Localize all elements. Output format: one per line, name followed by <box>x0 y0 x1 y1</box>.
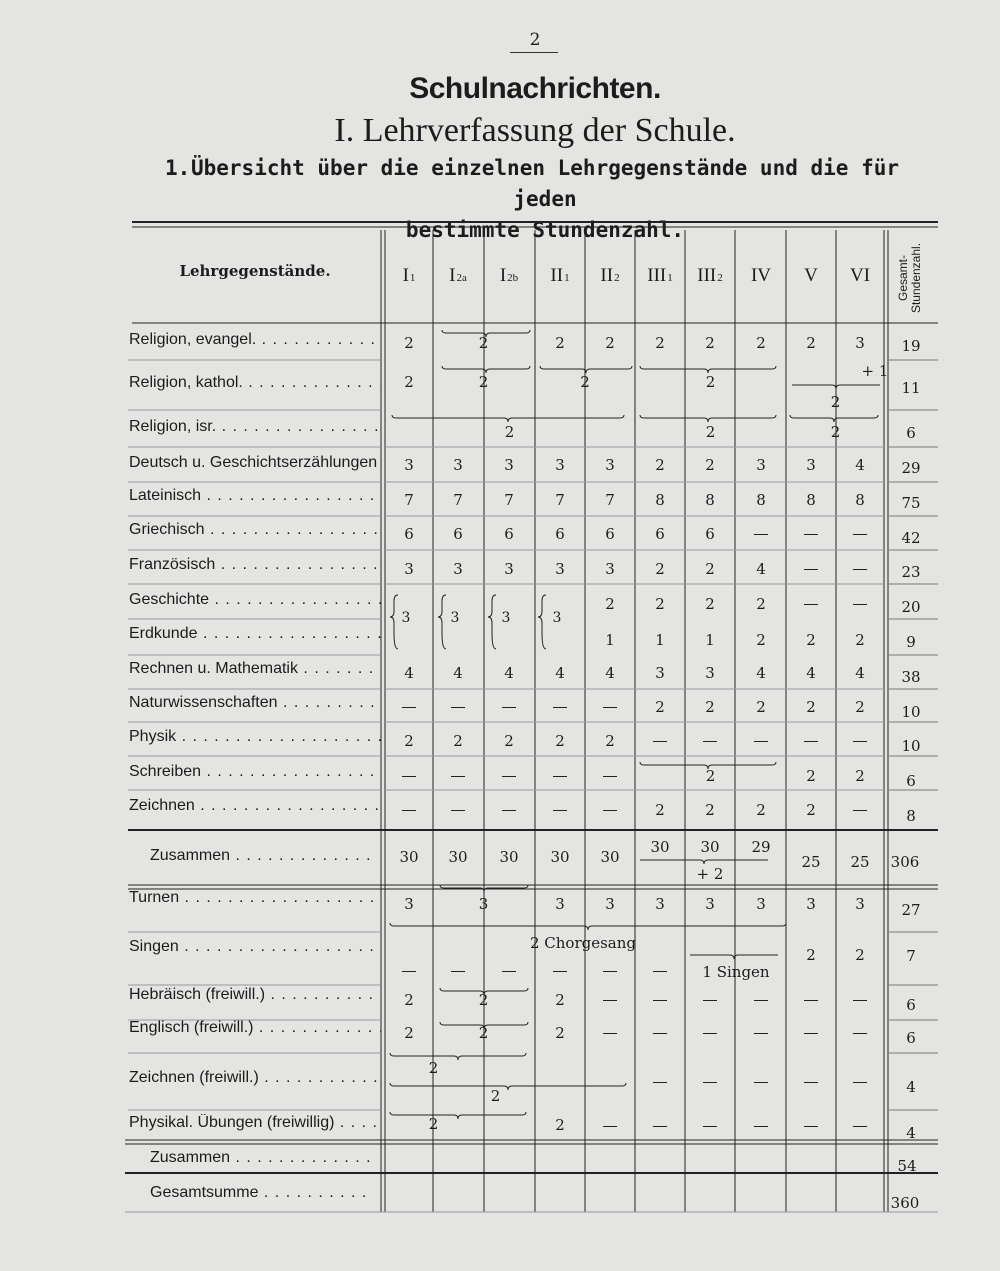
empty-dash <box>853 569 867 570</box>
table-cell: 7 <box>404 491 414 509</box>
table-cell: 2 <box>806 801 816 819</box>
table-cell: 2 <box>806 631 816 649</box>
table-cell: 3 <box>855 895 865 913</box>
table-cell: 6 <box>453 525 463 543</box>
table-cell: 2 <box>478 1024 489 1042</box>
empty-dash <box>451 810 465 811</box>
total-cell: 30 <box>600 848 620 866</box>
empty-dash <box>754 741 768 742</box>
empty-dash <box>853 741 867 742</box>
subsection-number: 1. <box>165 156 191 180</box>
table-cell: 3 <box>555 560 565 578</box>
subsection-line1: Übersicht über die einzelnen Lehrgegenstände und die für jeden <box>190 156 899 211</box>
empty-dash <box>754 1033 768 1034</box>
table-cell: 3 <box>453 456 463 474</box>
table-cell: 2 <box>705 767 716 785</box>
empty-dash <box>853 604 867 605</box>
empty-dash <box>853 810 867 811</box>
section-title: I. Lehrverfassung der Schule. <box>334 112 736 149</box>
total-header <box>897 243 923 313</box>
total-cell: 30 <box>650 838 670 856</box>
table-cell: 7 <box>504 491 514 509</box>
column-header: V <box>804 265 818 286</box>
table-cell: 2 <box>705 334 715 352</box>
table-cell: 3 <box>605 560 615 578</box>
table-cell: 3 <box>478 895 489 913</box>
empty-dash <box>402 776 416 777</box>
table-cell: 2 <box>705 560 715 578</box>
row-label-deutsch: Deutsch u. Geschichtserzählungen <box>129 454 378 471</box>
empty-dash <box>804 741 818 742</box>
table-cell: 2 <box>555 732 565 750</box>
table-cell: 6 <box>605 525 615 543</box>
total-cell: 25 <box>850 853 870 871</box>
table-cell: 2 <box>830 423 841 441</box>
empty-dash <box>703 1033 717 1034</box>
table-cell: 2 <box>555 1116 565 1134</box>
table-cell: 3 <box>806 456 816 474</box>
row-label-physik: Physik . . . <box>129 728 381 746</box>
table-cell: 2 <box>655 334 665 352</box>
row-total: 4 <box>906 1078 916 1096</box>
total-cell: 30 <box>700 838 720 856</box>
heading: Schulnachrichten. <box>409 72 661 105</box>
empty-dash <box>653 1033 667 1034</box>
row-label-religion-isr: Religion, isr. . . . <box>129 418 381 436</box>
row-label-zusammen-2: Zusammen . . . <box>150 1149 370 1167</box>
empty-dash <box>804 1000 818 1001</box>
table-cell: + 2 <box>696 865 724 883</box>
table-cell: 8 <box>806 491 816 509</box>
empty-dash <box>754 1126 768 1127</box>
column-header: I2b <box>499 265 519 286</box>
row-total: 8 <box>906 807 916 825</box>
table-cell: 2 <box>806 767 816 785</box>
table-cell: 2 <box>478 373 489 391</box>
row-total: 27 <box>901 901 921 919</box>
row-total: 38 <box>901 668 921 686</box>
row-label-naturwissenschaften: Naturwissenschaften . . . <box>129 694 381 712</box>
table-cell: 3 <box>453 560 463 578</box>
table-cell: 3 <box>504 560 514 578</box>
table-cell: 4 <box>504 664 514 682</box>
table-cell: 3 <box>655 664 665 682</box>
chorgesang-note: 2 Chorgesang <box>529 934 637 952</box>
table-cell: 3 <box>555 456 565 474</box>
table-cell: 2 <box>756 631 766 649</box>
table-cell: 8 <box>756 491 766 509</box>
column-header: III1 <box>647 265 673 286</box>
table-cell: 1 <box>705 631 715 649</box>
table-cell: 2 <box>705 456 715 474</box>
table-cell: 7 <box>555 491 565 509</box>
row-label-zeichnen-freiwill: Zeichnen (freiwill.) . . . <box>129 1069 381 1087</box>
row-label-rechnen: Rechnen u. Mathematik . . . <box>129 660 381 678</box>
empty-dash <box>804 604 818 605</box>
row-label-schreiben: Schreiben . . . <box>129 763 381 781</box>
table-cell: 2 <box>655 560 665 578</box>
empty-dash <box>853 1033 867 1034</box>
table-cell: 3 <box>705 664 715 682</box>
empty-dash <box>703 741 717 742</box>
table-cell: 2 <box>504 732 514 750</box>
table-cell: 3 <box>756 895 766 913</box>
table-cell: 4 <box>404 664 414 682</box>
table-cell: 2 <box>605 732 615 750</box>
table-cell: 3 <box>555 895 565 913</box>
row-total: 9 <box>906 633 916 651</box>
empty-dash <box>402 707 416 708</box>
empty-dash <box>553 707 567 708</box>
empty-dash <box>603 810 617 811</box>
table-cell: 8 <box>855 491 865 509</box>
empty-dash <box>703 1082 717 1083</box>
table-cell: 4 <box>806 664 816 682</box>
empty-dash <box>804 569 818 570</box>
table-cell: 2 <box>605 595 615 613</box>
table-cell: 2 <box>855 631 865 649</box>
table-cell: 6 <box>705 525 715 543</box>
table-cell: 6 <box>655 525 665 543</box>
table-cell: 6 <box>404 525 414 543</box>
table-cell: + 1 <box>861 362 889 380</box>
table-cell: 2 <box>756 334 766 352</box>
empty-dash <box>703 1126 717 1127</box>
empty-dash <box>754 1000 768 1001</box>
empty-dash <box>804 1033 818 1034</box>
column-header: III2 <box>697 265 723 286</box>
row-total: 10 <box>901 703 921 721</box>
empty-dash <box>402 810 416 811</box>
empty-dash <box>502 707 516 708</box>
table-cell: 3 <box>756 456 766 474</box>
table-cell: 3 <box>401 610 411 626</box>
row-label-lateinisch: Lateinisch . . . <box>129 487 381 505</box>
empty-dash <box>653 741 667 742</box>
row-total: 360 <box>890 1194 920 1212</box>
table-cell: 7 <box>605 491 615 509</box>
empty-dash <box>553 810 567 811</box>
column-header: II2 <box>600 265 620 286</box>
empty-dash <box>603 1033 617 1034</box>
table-cell: 4 <box>855 664 865 682</box>
empty-dash <box>853 534 867 535</box>
row-label-turnen: Turnen . . . <box>129 889 381 907</box>
total-cell: 30 <box>550 848 570 866</box>
table-cell: 2 <box>756 801 766 819</box>
table-cell: 2 <box>705 595 715 613</box>
table-cell: 2 <box>605 334 615 352</box>
row-label-zusammen: Zusammen . . . <box>150 847 370 865</box>
table-cell: 8 <box>705 491 715 509</box>
table-cell: 3 <box>655 895 665 913</box>
empty-dash <box>703 1000 717 1001</box>
table-cell: 1 <box>655 631 665 649</box>
table-cell: 2 <box>806 698 816 716</box>
column-header: I2a <box>449 265 467 286</box>
table-cell: 6 <box>555 525 565 543</box>
empty-dash <box>603 1126 617 1127</box>
row-label-griechisch: Griechisch . . . <box>129 521 381 539</box>
empty-dash <box>853 1082 867 1083</box>
empty-dash <box>502 810 516 811</box>
table-cell: 2 <box>404 373 414 391</box>
table-cell: 2 <box>806 334 816 352</box>
table-cell: 2 <box>756 698 766 716</box>
empty-dash <box>853 1000 867 1001</box>
table-cell: 2 <box>555 1024 565 1042</box>
total-cell: 30 <box>499 848 519 866</box>
table-cell: 7 <box>453 491 463 509</box>
row-total: 6 <box>906 424 916 442</box>
column-header: I1 <box>402 265 416 286</box>
empty-dash <box>502 971 516 972</box>
table-cell: 2 <box>580 373 590 391</box>
row-total: 19 <box>901 337 921 355</box>
table-cell: 2 <box>404 991 414 1009</box>
total-cell: 29 <box>751 838 771 856</box>
total-header-line1: Gesamt- <box>896 255 910 302</box>
table-cell: 2 <box>404 1024 414 1042</box>
singen-note: 1 Singen <box>702 963 770 981</box>
table-cell: 3 <box>855 334 865 352</box>
table-cell: 2 <box>705 801 715 819</box>
table-cell: 2 <box>655 801 665 819</box>
row-total: 42 <box>901 529 921 547</box>
table-cell: 2 <box>705 373 716 391</box>
row-label-gesamtsumme: Gesamtsumme . . . <box>150 1184 370 1202</box>
table-cell: 4 <box>605 664 615 682</box>
table-cell: 2 <box>830 393 841 411</box>
row-total: 75 <box>901 494 921 512</box>
table-cell: 3 <box>404 560 414 578</box>
table-cell: 4 <box>453 664 463 682</box>
table-cell: 2 <box>555 334 565 352</box>
total-cell: 30 <box>399 848 419 866</box>
table-cell: 3 <box>806 895 816 913</box>
empty-dash <box>754 1082 768 1083</box>
table-cell: 2 <box>855 946 865 964</box>
table-cell: 2 <box>655 456 665 474</box>
row-total: 54 <box>897 1157 917 1175</box>
row-total: 306 <box>890 853 920 871</box>
table-cell: 3 <box>552 610 562 626</box>
table-cell: 2 <box>428 1115 439 1133</box>
table-cell: 3 <box>705 895 715 913</box>
empty-dash <box>804 1082 818 1083</box>
empty-dash <box>603 971 617 972</box>
empty-dash <box>653 1082 667 1083</box>
total-header-line2: Stundenzahl. <box>909 242 923 314</box>
table-cell: 3 <box>501 610 511 626</box>
row-total: 7 <box>906 947 916 965</box>
empty-dash <box>603 1000 617 1001</box>
empty-dash <box>451 971 465 972</box>
row-total: 11 <box>901 379 921 397</box>
table-cell: 4 <box>756 664 766 682</box>
column-header: II1 <box>550 265 570 286</box>
table-cell: 6 <box>504 525 514 543</box>
table-cell: 2 <box>404 732 414 750</box>
row-label-hebraeisch: Hebräisch (freiwill.) . . . <box>129 986 381 1004</box>
row-label-franzoesisch: Französisch . . . <box>129 556 381 574</box>
table-cell: 2 <box>555 991 565 1009</box>
row-total: 4 <box>906 1124 916 1142</box>
table-cell: 3 <box>450 610 460 626</box>
row-label-zeichnen: Zeichnen . . . <box>129 797 381 815</box>
page-number: 2 <box>529 30 541 50</box>
empty-dash <box>653 971 667 972</box>
table-cell: 2 <box>655 698 665 716</box>
row-label-religion-kathol: Religion, kathol. . . . <box>129 374 381 392</box>
row-total: 6 <box>906 1029 916 1047</box>
table-cell: 3 <box>605 456 615 474</box>
empty-dash <box>754 534 768 535</box>
table-cell: 3 <box>605 895 615 913</box>
table-cell: 8 <box>655 491 665 509</box>
row-label-singen: Singen . . . <box>129 938 381 956</box>
table-cell: 2 <box>806 946 816 964</box>
empty-dash <box>451 776 465 777</box>
table-cell: 2 <box>478 991 489 1009</box>
table-cell: 2 <box>453 732 463 750</box>
row-total: 10 <box>901 737 921 755</box>
row-label-religion-evangel: Religion, evangel. . . . <box>129 331 381 349</box>
empty-dash <box>451 707 465 708</box>
row-total: 20 <box>901 598 921 616</box>
empty-dash <box>653 1000 667 1001</box>
table-cell: 3 <box>404 456 414 474</box>
row-total: 6 <box>906 996 916 1014</box>
table-cell: 1 <box>605 631 615 649</box>
table-cell: 4 <box>855 456 865 474</box>
empty-dash <box>553 971 567 972</box>
row-total: 29 <box>901 459 921 477</box>
total-cell: 30 <box>448 848 468 866</box>
empty-dash <box>804 1126 818 1127</box>
row-label-englisch: Englisch (freiwill.) . . . <box>129 1019 381 1037</box>
empty-dash <box>402 971 416 972</box>
table-cell: 3 <box>504 456 514 474</box>
column-header: VI <box>849 265 871 286</box>
table-cell: 2 <box>504 423 515 441</box>
subsection-line2: bestimmte Stundenzahl. <box>405 218 685 242</box>
empty-dash <box>853 1126 867 1127</box>
table-cell: 2 <box>705 423 716 441</box>
empty-dash <box>502 776 516 777</box>
row-label-physikal-uebungen: Physikal. Übungen (freiwillig) . . . <box>129 1114 381 1132</box>
empty-dash <box>603 776 617 777</box>
table-cell: 2 <box>655 595 665 613</box>
subjects-header: Lehrgegenstände. <box>179 262 331 280</box>
table-cell: 2 <box>756 595 766 613</box>
empty-dash <box>653 1126 667 1127</box>
table-cell: 2 <box>478 334 489 352</box>
total-cell: 25 <box>801 853 821 871</box>
table-cell: 2 <box>490 1087 501 1105</box>
row-total: 6 <box>906 772 916 790</box>
table-cell: 2 <box>705 698 715 716</box>
row-total: 23 <box>901 563 921 581</box>
table-cell: 2 <box>404 334 414 352</box>
table-cell: 3 <box>404 895 414 913</box>
table-cell: 2 <box>428 1059 439 1077</box>
empty-dash <box>553 776 567 777</box>
row-label-erdkunde: Erdkunde . . . <box>129 625 381 643</box>
empty-dash <box>603 707 617 708</box>
table-cell: 2 <box>855 767 865 785</box>
table-cell: 2 <box>855 698 865 716</box>
row-label-geschichte: Geschichte . . . <box>129 591 381 609</box>
table-cell: 4 <box>555 664 565 682</box>
empty-dash <box>804 534 818 535</box>
column-header: IV <box>750 265 772 286</box>
table-cell: 4 <box>756 560 766 578</box>
